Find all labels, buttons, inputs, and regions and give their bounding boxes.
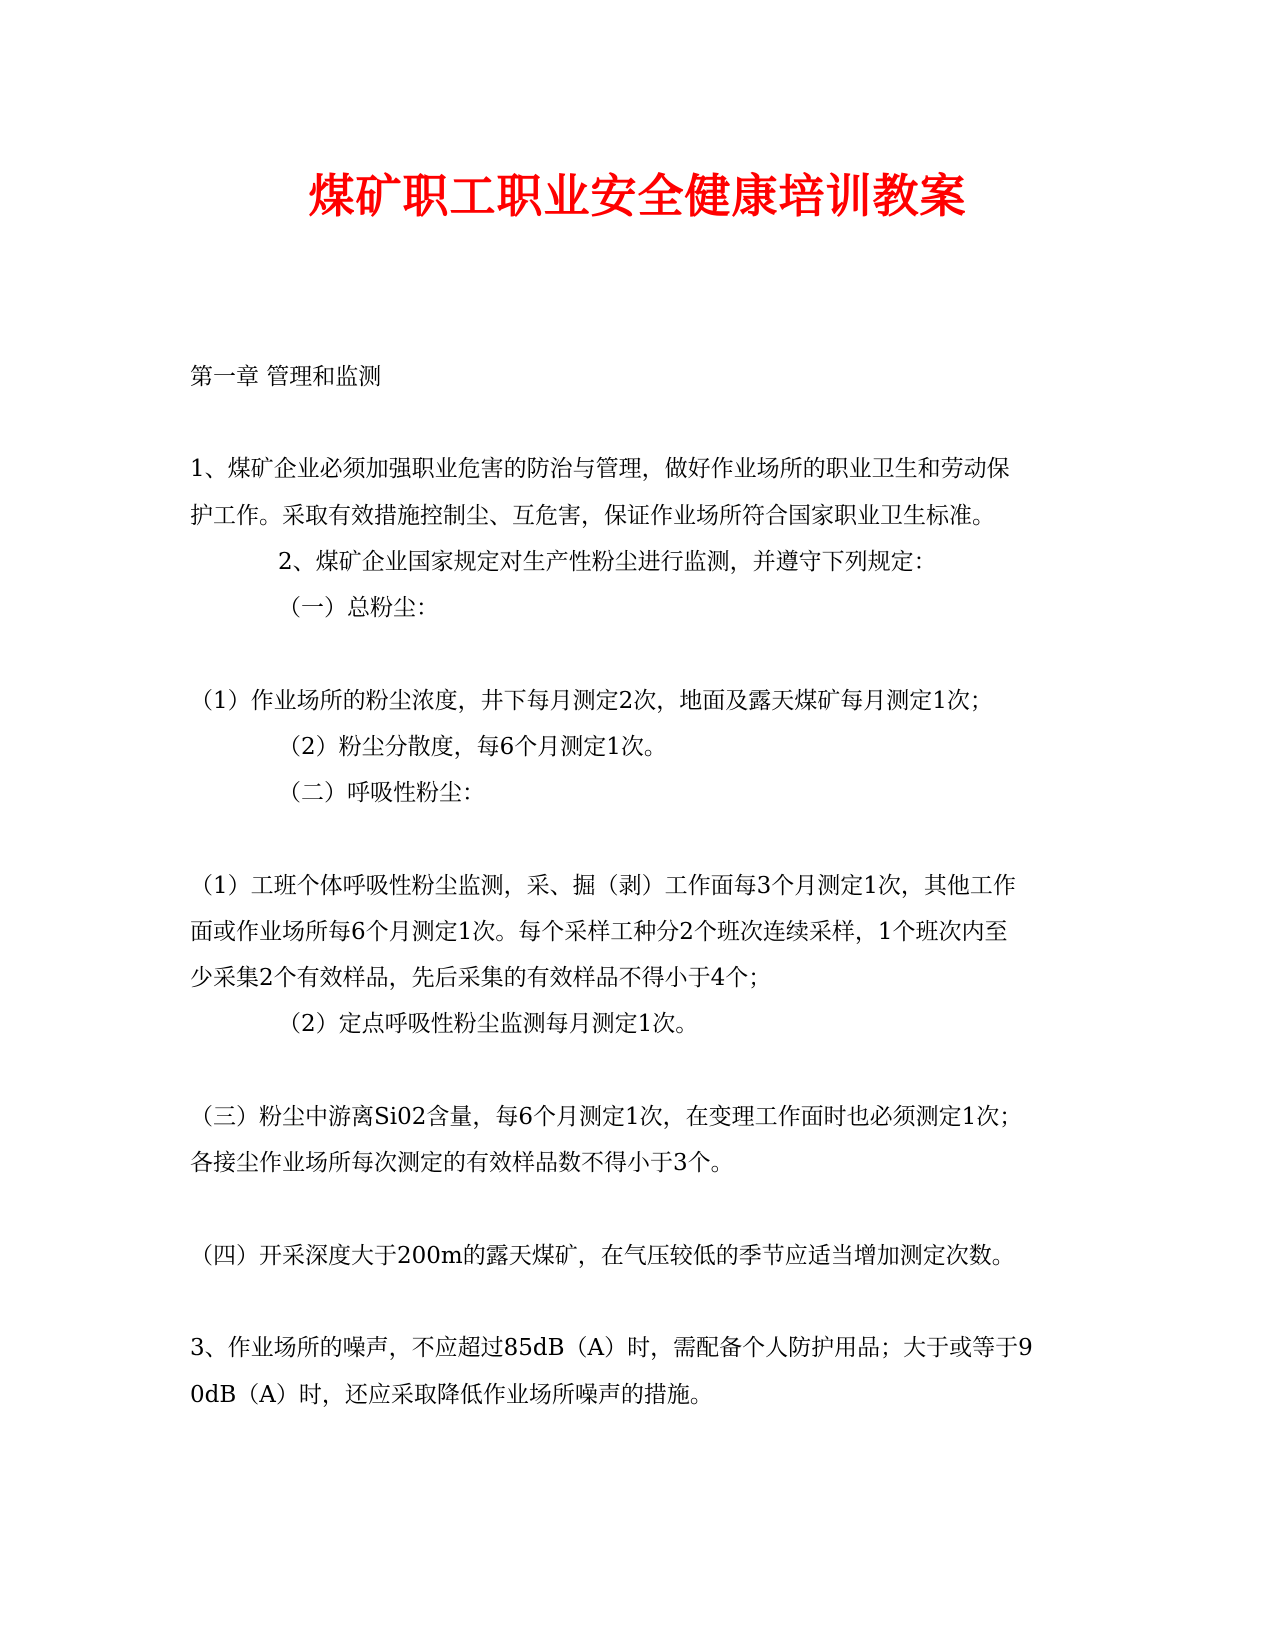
paragraph-line: （三）粉尘中游离Si02含量，每6个月测定1次，在变理工作面时也必须测定1次； (190, 1104, 1023, 1130)
paragraph-line: （2）粉尘分散度，每6个月测定1次。 (278, 734, 667, 760)
paragraph-line: （四）开采深度大于200m的露天煤矿，在气压较低的季节应适当增加测定次数。 (190, 1243, 1015, 1269)
paragraph-line: 2、煤矿企业国家规定对生产性粉尘进行监测，并遵守下列规定： (278, 549, 937, 575)
paragraph-line: （一）总粉尘： (278, 595, 439, 621)
paragraph-line: 0dB（A）时，还应采取降低作业场所噪声的措施。 (190, 1382, 713, 1408)
paragraph-line: （1）工班个体呼吸性粉尘监测，采、掘（剥）工作面每3个月测定1次，其他工作 (190, 873, 1016, 899)
paragraph-line: 护工作。采取有效措施控制尘、互危害，保证作业场所符合国家职业卫生标准。 (190, 503, 995, 529)
paragraph-line: 3、作业场所的噪声，不应超过85dB（A）时，需配备个人防护用品；大于或等于9 (190, 1335, 1033, 1361)
paragraph-line: （二）呼吸性粉尘： (278, 780, 485, 806)
paragraph-line: 各接尘作业场所每次测定的有效样品数不得小于3个。 (190, 1150, 734, 1176)
paragraph-line: （2）定点呼吸性粉尘监测每月测定1次。 (278, 1011, 699, 1037)
paragraph-line: 面或作业场所每6个月测定1次。每个采样工种分2个班次连续采样，1个班次内至 (190, 919, 1008, 945)
chapter-heading: 第一章 管理和监测 (190, 364, 382, 390)
document-title: 煤矿职工职业安全健康培训教案 (308, 169, 967, 223)
paragraph-line: 1、煤矿企业必须加强职业危害的防治与管理，做好作业场所的职业卫生和劳动保 (190, 456, 1010, 482)
paragraph-line: 少采集2个有效样品，先后采集的有效样品不得小于4个； (190, 965, 772, 991)
paragraph-line: （1）作业场所的粉尘浓度，井下每月测定2次，地面及露天煤矿每月测定1次； (190, 688, 993, 714)
